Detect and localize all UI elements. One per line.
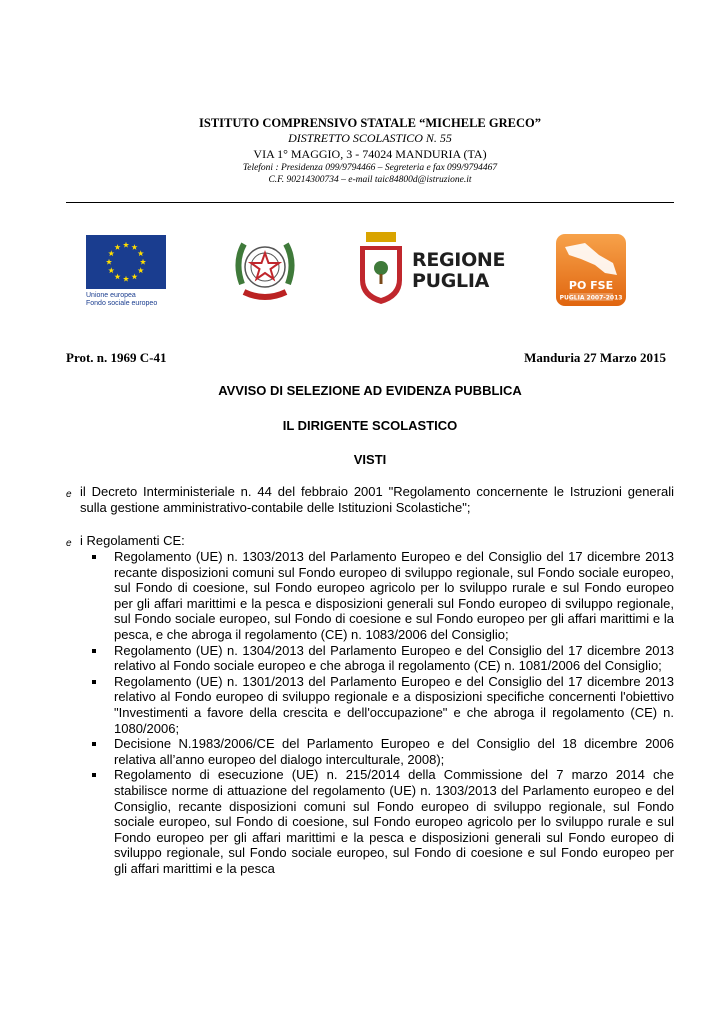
eu-logo [86,235,166,308]
square-bullet-icon [92,773,96,777]
emblem-icon [232,232,298,306]
italian-republic-emblem [232,232,298,306]
po-fse-icon [555,233,627,307]
list-item-regolamenti [66,533,674,549]
visti-heading: VISTI [353,452,387,467]
region-label-2: PUGLIA [412,270,490,292]
institute-fiscal-email: C.F. 90214300734 – e-mail taic84800d@istruzione.it [268,175,472,185]
regulations-list [92,549,674,876]
school-district: DISTRETTO SCOLASTICO N. 55 [288,131,452,145]
regulation-text: Regolamento (UE) n. 1304/2013 del Parlamento Europeo e del Consiglio del 17 dicembre 2013 relativo al Fondo sociale europeo e che abroga il regolamento (CE) n. 1081/2006 del Consiglio; [114,642,674,674]
place-date: Manduria 27 Marzo 2015 [524,350,666,365]
po-fse-label: PO FSE [568,279,614,292]
square-bullet-icon [92,555,96,559]
list-item-decreto [66,484,674,515]
list-item [92,767,674,876]
regolamenti-text: i Regolamenti CE: [80,533,185,548]
protocol-number: Prot. n. 1969 C-41 [66,350,167,365]
puglia-coat-of-arms-icon [356,230,406,306]
list-item [92,674,674,736]
letterhead [66,116,674,186]
regulation-text: Regolamento (UE) n. 1301/2013 del Parlamento Europeo e del Consiglio del 17 dicembre 2013 relativo al Fondo europeo di sviluppo regionale e a disposizioni specifiche concernenti l'obiettivo "Investimenti a favore della crescita e dell'occupazione" e che abroga il regolamento (CE) n. 1080/2006; [114,673,674,736]
regulation-text: Decisione N.1983/2006/CE del Parlamento Europeo e del Consiglio del 18 dicembre 2006 relativa all’anno europeo del dialogo interculturale, 2008); [114,736,674,767]
principal-heading: IL DIRIGENTE SCOLASTICO [282,418,458,433]
list-item [92,643,674,674]
institute-name: ISTITUTO COMPRENSIVO STATALE “MICHELE GRECO” [199,116,541,130]
po-fse-years: PUGLIA 2007-2013 [559,294,623,302]
eu-caption-1: Unione europea [86,292,136,299]
institute-address: VIA 1° MAGGIO, 3 - 74024 MANDURIA (TA) [253,147,487,161]
header-divider [66,202,674,203]
bullet-icon: e [66,538,72,549]
list-item [92,736,674,767]
notice-title: AVVISO DI SELEZIONE AD EVIDENZA PUBBLICA [218,383,522,398]
institute-phones: Telefoni : Presidenza 099/9794466 – Segreteria e fax 099/9794467 [242,163,498,173]
square-bullet-icon [92,742,96,746]
regulation-text: Regolamento di esecuzione (UE) n. 215/2014 della Commissione del 7 marzo 2014 che stabilisce norme di attuazione del regolamento (UE) n. 1303/2013 del Parlamento europeo e del Consiglio, recante disposizioni comuni sul Fondo europeo di sviluppo regionale, sul Fondo sociale europeo, sul Fondo di coesione, sul Fondo europeo agricolo per lo sviluppo rurale e sul Fondo europeo per gli affari marittimi e la pesca e disposizioni generali sul Fondo europeo di sviluppo regionale, sul Fondo sociale europeo, sul Fondo di coesione e sul Fondo europeo per gli affari marittimi e la pesca [114,767,674,876]
square-bullet-icon [92,649,96,653]
eu-caption-2: Fondo sociale europeo [86,300,158,307]
region-label-1: REGIONE [412,249,506,271]
po-fse-logo [555,233,627,307]
list-item [92,549,674,643]
square-bullet-icon [92,680,96,684]
decreto-text: il Decreto Interministeriale n. 44 del febbraio 2001 "Regolamento concernente le Istruzioni generali sulla gestione amministrativo-contabile delle Istituzioni Scolastiche"; [80,484,674,515]
eu-flag-icon [86,235,166,289]
regulation-text: Regolamento (UE) n. 1303/2013 del Parlamento Europeo e del Consiglio del 17 dicembre 2013 recante disposizioni comuni sul Fondo europeo di sviluppo regionale, sul Fondo sociale europeo, sul Fondo di coesione, sul Fondo europeo agricolo per lo sviluppo rurale e sul Fondo europeo per gli affari marittimi e la pesca e disposizioni generali sul Fondo europeo di sviluppo regionale, sul Fondo sociale europeo, sul Fondo di coesione e sul Fondo europeo per gli affari marittimi e la pesca, e che abroga il regolamento (CE) n. 1083/2006 del Consiglio; [114,549,674,642]
bullet-icon: e [66,489,72,500]
regione-puglia-logo [356,230,516,310]
